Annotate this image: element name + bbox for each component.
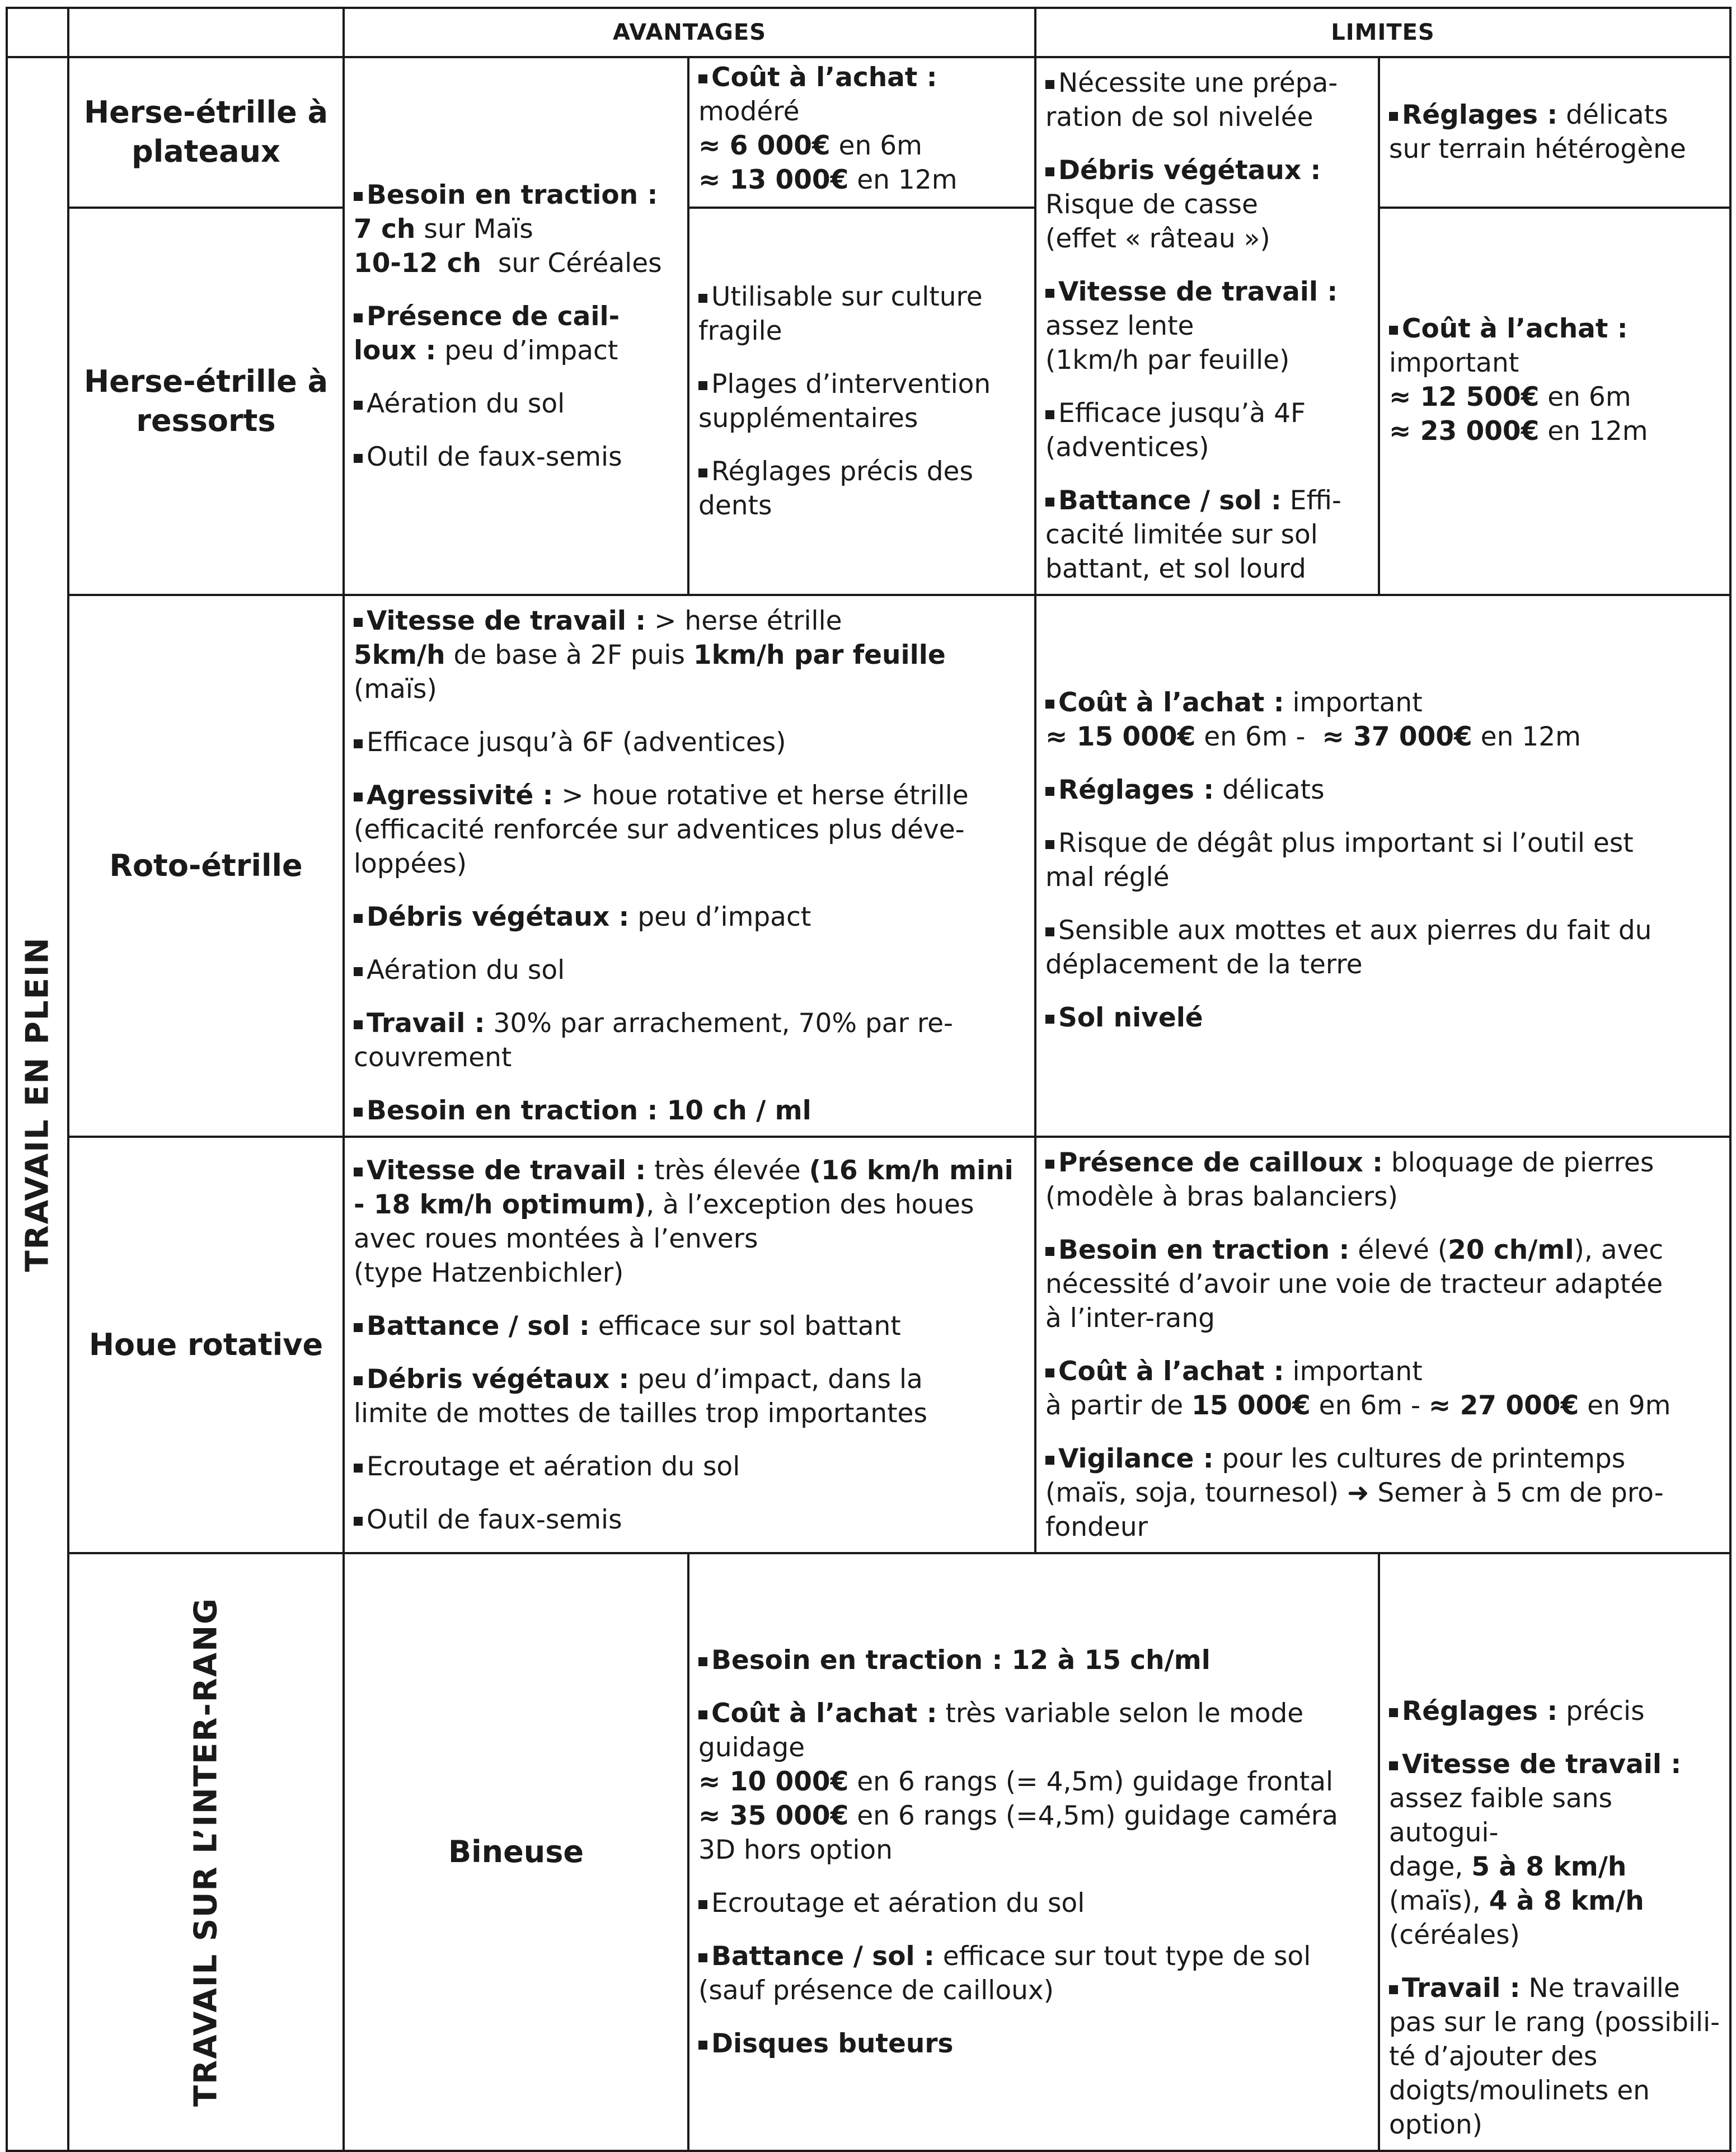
herse-ressorts-avantages (688, 208, 1035, 595)
bullet-icon (354, 1323, 363, 1332)
list-item: Risque de dégât plus important si l’outil est mal réglé (1045, 828, 1634, 893)
tool-herse-plateaux: Herse-étrille à plateaux (68, 57, 344, 208)
herse-limites-common (1035, 57, 1379, 595)
bullet-icon (1045, 1456, 1054, 1465)
bullet-icon (354, 1020, 363, 1029)
list-item: Vitesse de travail : assez lente (1km/h par feuille) (1045, 276, 1338, 376)
bullet-icon (1045, 787, 1054, 796)
bullet-icon (698, 1953, 707, 1962)
list-item: Coût à l’achat : très variable selon le mode guidage ≈ 10 000€ en 6 rangs (= 4,5m) guidage frontal ≈ 35 000€ en 6 rangs (=4,5m) guidage caméra 3D hors option (698, 1698, 1338, 1865)
list-item: Ecroutage et aération du sol (354, 1450, 1026, 1484)
group-inter-rang (68, 1553, 344, 2151)
houe-avantages (344, 1137, 1035, 1553)
list-item: Travail : Ne travaille pas sur le rang (possibili- té d’ajouter des doigts/moulinets en option) (1389, 1973, 1720, 2140)
herse-avantages-common (344, 57, 688, 595)
list-item: Outil de faux-semis (354, 1503, 1026, 1537)
bullet-icon (1045, 167, 1054, 176)
bullet-icon (1045, 700, 1054, 709)
tool-herse-ressorts: Herse-étrille à ressorts (68, 208, 344, 595)
bullet-icon (1389, 1985, 1398, 1994)
list-item: Disques buteurs (698, 2027, 1370, 2061)
tool-roto-etrille: Roto-étrille (68, 595, 344, 1137)
herse-plateaux-avantages: Coût à l’achat : modéré ≈ 6 000€ en 6m ≈ 13 000€ en 12m (688, 57, 1035, 208)
bullet-icon (698, 468, 707, 477)
corner-cell (7, 8, 68, 57)
bullet-icon (354, 793, 363, 801)
bullet-icon (354, 401, 363, 410)
tool-bineuse: Bineuse (344, 1553, 688, 2151)
list-item: Coût à l’achat : important à partir de 15 000€ en 6m - ≈ 27 000€ en 9m (1045, 1356, 1671, 1421)
bullet-icon (698, 1710, 707, 1719)
list-item: Battance / sol : efficace sur sol battant (354, 1309, 1026, 1343)
bullet-icon (1045, 1015, 1054, 1024)
herse-plateaux-limites: Réglages : délicats sur terrain hétérogène (1379, 57, 1730, 208)
list-item: Utilisable sur culture fragile (698, 281, 983, 346)
list-item: Ecroutage et aération du sol (698, 1886, 1370, 1920)
bullet-icon (354, 914, 363, 923)
bullet-icon (698, 2041, 707, 2050)
bullet-icon (1045, 410, 1054, 419)
roto-avantages (344, 595, 1035, 1137)
bullet-icon (354, 192, 363, 201)
bullet-icon (1045, 1160, 1054, 1169)
header-limites: LIMITES (1035, 8, 1730, 57)
bullet-icon (698, 74, 707, 83)
corner-cell (68, 8, 344, 57)
list-item: Sol nivelé (1045, 1001, 1721, 1035)
bullet-icon (1045, 1368, 1054, 1377)
header-avantages: AVANTAGES (344, 8, 1035, 57)
bullet-icon (354, 618, 363, 627)
bullet-icon (354, 1168, 363, 1176)
bullet-icon (354, 454, 363, 463)
group-label-plein: TRAVAIL EN PLEIN (19, 936, 56, 1272)
list-item: Efficace jusqu’à 4F (adventices) (1045, 398, 1306, 463)
bullet-icon (698, 294, 707, 303)
list-item: Débris végétaux : Risque de casse (effet « râteau ») (1045, 155, 1321, 254)
list-item: Présence de cail- loux : peu d’impact (354, 301, 620, 366)
list-item: Outil de faux-semis (354, 440, 679, 474)
bullet-icon (698, 381, 707, 390)
herse-ressorts-limites: Coût à l’achat : important ≈ 12 500€ en 6m ≈ 23 000€ en 12m (1379, 208, 1730, 595)
bullet-icon (354, 967, 363, 976)
bullet-icon (1389, 1708, 1398, 1717)
bullet-icon (1389, 112, 1398, 121)
list-item: Débris végétaux : peu d’impact (354, 900, 1026, 934)
list-item: Vitesse de travail : très élevée (16 km/h mini - 18 km/h optimum), à l’exception des houes avec roues montées à l’envers (type Hatzenbichler) (354, 1155, 1014, 1288)
bullet-icon (354, 1464, 363, 1473)
list-item: Efficace jusqu’à 6F (adventices) (354, 725, 1026, 759)
list-item: Réglages précis des dents (698, 456, 973, 521)
bullet-icon (698, 1900, 707, 1909)
bullet-icon (354, 1108, 363, 1117)
bullet-icon (1045, 80, 1054, 89)
list-item: Aération du sol (354, 953, 1026, 987)
bullet-icon (1045, 289, 1054, 298)
comparison-table (6, 7, 1732, 2152)
bullet-icon (354, 313, 363, 322)
bullet-icon (698, 1657, 707, 1666)
bullet-icon (354, 1376, 363, 1385)
bullet-icon (1389, 326, 1398, 335)
bineuse-limites (1379, 1553, 1730, 2151)
list-item: Travail : 30% par arrachement, 70% par re- couvrement (354, 1008, 954, 1073)
list-item: Battance / sol : Effi- cacité limitée sur sol battant, et sol lourd (1045, 485, 1341, 584)
list-item: Agressivité : > houe rotative et herse étrille (efficacité renforcée sur adventices plus déve- loppées) (354, 780, 969, 879)
bullet-icon (1045, 1247, 1054, 1256)
list-item: Aération du sol (354, 387, 679, 421)
bullet-icon (354, 1517, 363, 1526)
bullet-icon (1045, 927, 1054, 936)
list-item: Besoin en traction : 10 ch / ml (354, 1094, 1026, 1128)
tool-houe-rotative: Houe rotative (68, 1137, 344, 1553)
bullet-icon (1389, 1761, 1398, 1770)
list-item: Besoin en traction : 12 à 15 ch/ml (698, 1643, 1370, 1677)
list-item: Vigilance : pour les cultures de printemps (maïs, soja, tournesol) ➜ Semer à 5 cm de pro- fondeur (1045, 1443, 1664, 1542)
list-item: Vitesse de travail : > herse étrille 5km/h de base à 2F puis 1km/h par feuille (maïs) (354, 606, 946, 705)
group-label-inter-rang: TRAVAIL SUR L’INTER-RANG (187, 1597, 224, 2107)
list-item: Nécessite une prépa- ration de sol nivelée (1045, 68, 1338, 133)
list-item: Battance / sol : efficace sur tout type de sol (sauf présence de cailloux) (698, 1941, 1311, 2006)
group-plein (7, 57, 68, 2151)
list-item: Plages d’intervention supplémentaires (698, 368, 991, 434)
houe-limites (1035, 1137, 1730, 1553)
list-item: Besoin en traction : élevé (20 ch/ml), avec nécessité d’avoir une voie de tracteur adaptée à l’inter-rang (1045, 1235, 1664, 1334)
bullet-icon (1045, 498, 1054, 507)
list-item: Réglages : délicats (1045, 773, 1721, 807)
bullet-icon (354, 739, 363, 748)
list-item: Réglages : précis (1389, 1694, 1721, 1728)
bullet-icon (1045, 840, 1054, 849)
roto-limites (1035, 595, 1730, 1137)
list-item: Coût à l’achat : important ≈ 15 000€ en 6m - ≈ 37 000€ en 12m (1045, 687, 1581, 752)
list-item: Présence de cailloux : bloquage de pierres (modèle à bras balanciers) (1045, 1147, 1654, 1212)
list-item: Vitesse de travail : assez faible sans autogui- dage, 5 à 8 km/h (maïs), 4 à 8 km/h (céréales) (1389, 1749, 1682, 1951)
list-item: Besoin en traction : 7 ch sur Maïs 10-12 ch sur Céréales (354, 180, 662, 279)
bineuse-avantages (688, 1553, 1379, 2151)
list-item: Débris végétaux : peu d’impact, dans la limite de mottes de tailles trop importantes (354, 1363, 927, 1429)
list-item: Sensible aux mottes et aux pierres du fait du déplacement de la terre (1045, 915, 1652, 980)
